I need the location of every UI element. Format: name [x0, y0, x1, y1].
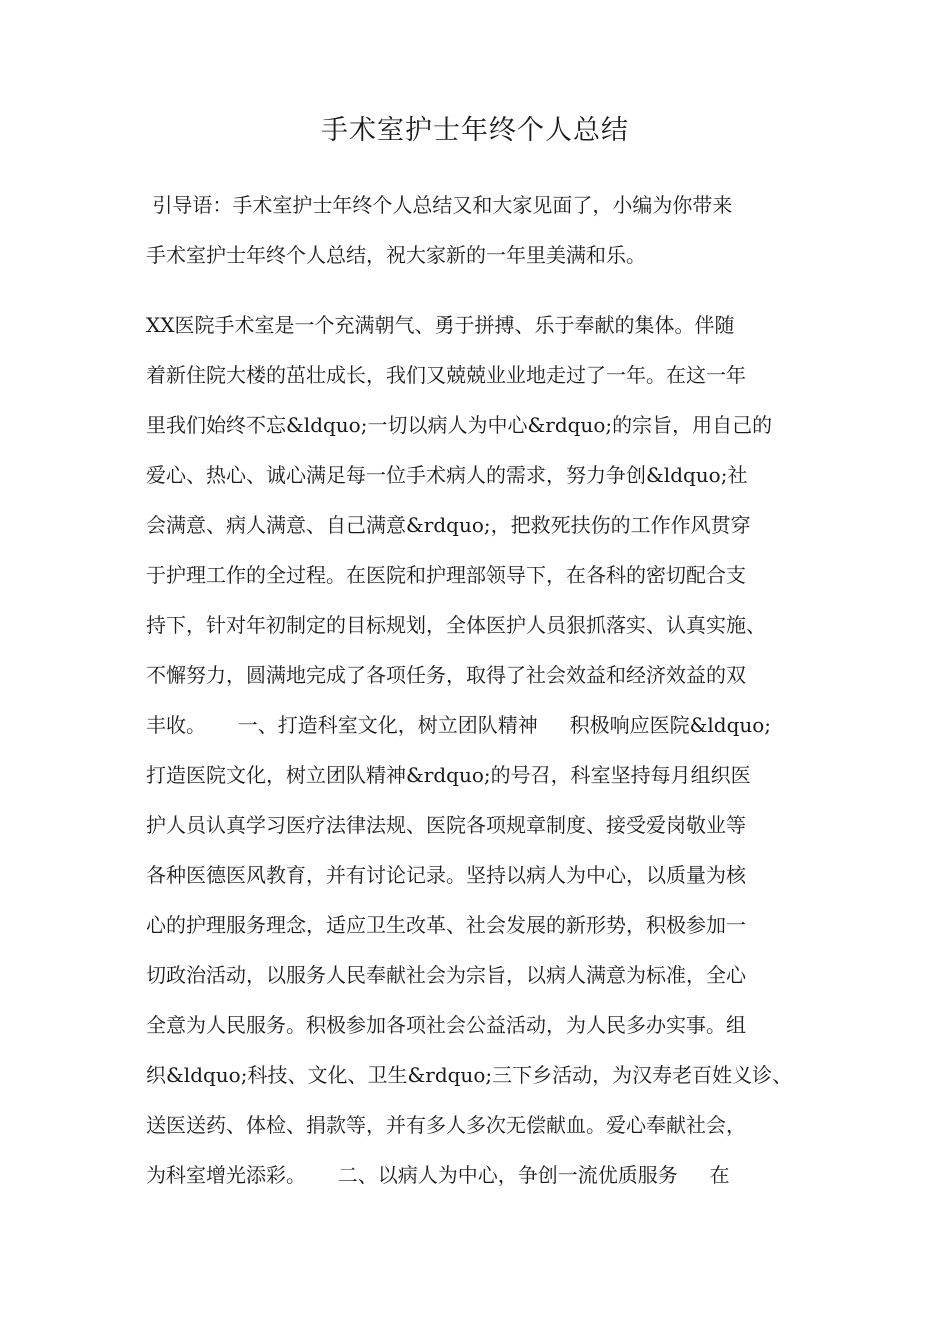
text-line: 全意为人民服务。积极参加各项社会公益活动，为人民多办实事。组: [146, 1013, 746, 1037]
text-line: 手术室护士年终个人总结，祝大家新的一年里美满和乐。: [146, 243, 646, 267]
intro-paragraph: [146, 180, 818, 280]
text-line: 护人员认真学习医疗法律法规、医院各项规章制度、接受爱岗敬业等: [146, 813, 746, 837]
text-line: 爱心、热心、诚心满足每一位手术病人的需求，努力争创&ldquo;社: [146, 463, 748, 487]
text-line: 引导语：手术室护士年终个人总结又和大家见面了，小编为你带来: [146, 193, 733, 217]
text-line: 丰收。 一、打造科室文化，树立团队精神 积极响应医院&ldquo;: [146, 713, 772, 737]
text-line: 各种医德医风教育，并有讨论记录。坚持以病人为中心，以质量为核: [146, 863, 746, 887]
text-line: 于护理工作的全过程。在医院和护理部领导下，在各科的密切配合支: [146, 563, 746, 587]
body-paragraph: [146, 300, 818, 1200]
text-line: 织&ldquo;科技、文化、卫生&rdquo;三下乡活动，为汉寿老百姓义诊、: [146, 1063, 793, 1087]
text-line: 不懈努力，圆满地完成了各项任务，取得了社会效益和经济效益的双: [146, 663, 746, 687]
text-line: XX医院手术室是一个充满朝气、勇于拼搏、乐于奉献的集体。伴随: [146, 313, 735, 337]
text-line: 切政治活动，以服务人民奉献社会为宗旨，以病人满意为标准，全心: [146, 963, 746, 987]
text-line: 持下，针对年初制定的目标规划，全体医护人员狠抓落实、认真实施、: [146, 613, 766, 637]
document-title: 手术室护士年终个人总结: [321, 115, 629, 146]
text-line: 着新住院大楼的茁壮成长，我们又兢兢业业地走过了一年。在这一年: [146, 363, 746, 387]
text-line: 打造医院文化，树立团队精神&rdquo;的号召，科室坚持每月组织医: [146, 763, 751, 787]
text-line: 送医送药、体检、捐款等，并有多人多次无偿献血。爱心奉献社会，: [146, 1113, 746, 1137]
text-line: 为科室增光添彩。 二、以病人为中心，争创一流优质服务 在: [146, 1163, 730, 1187]
text-line: 里我们始终不忘&ldquo;一切以病人为中心&rdquo;的宗旨，用自己的: [146, 413, 773, 437]
text-line: 心的护理服务理念，适应卫生改革、社会发展的新形势，积极参加一: [146, 913, 746, 937]
text-line: 会满意、病人满意、自己满意&rdquo;，把救死扶伤的工作作风贯穿: [146, 513, 751, 537]
